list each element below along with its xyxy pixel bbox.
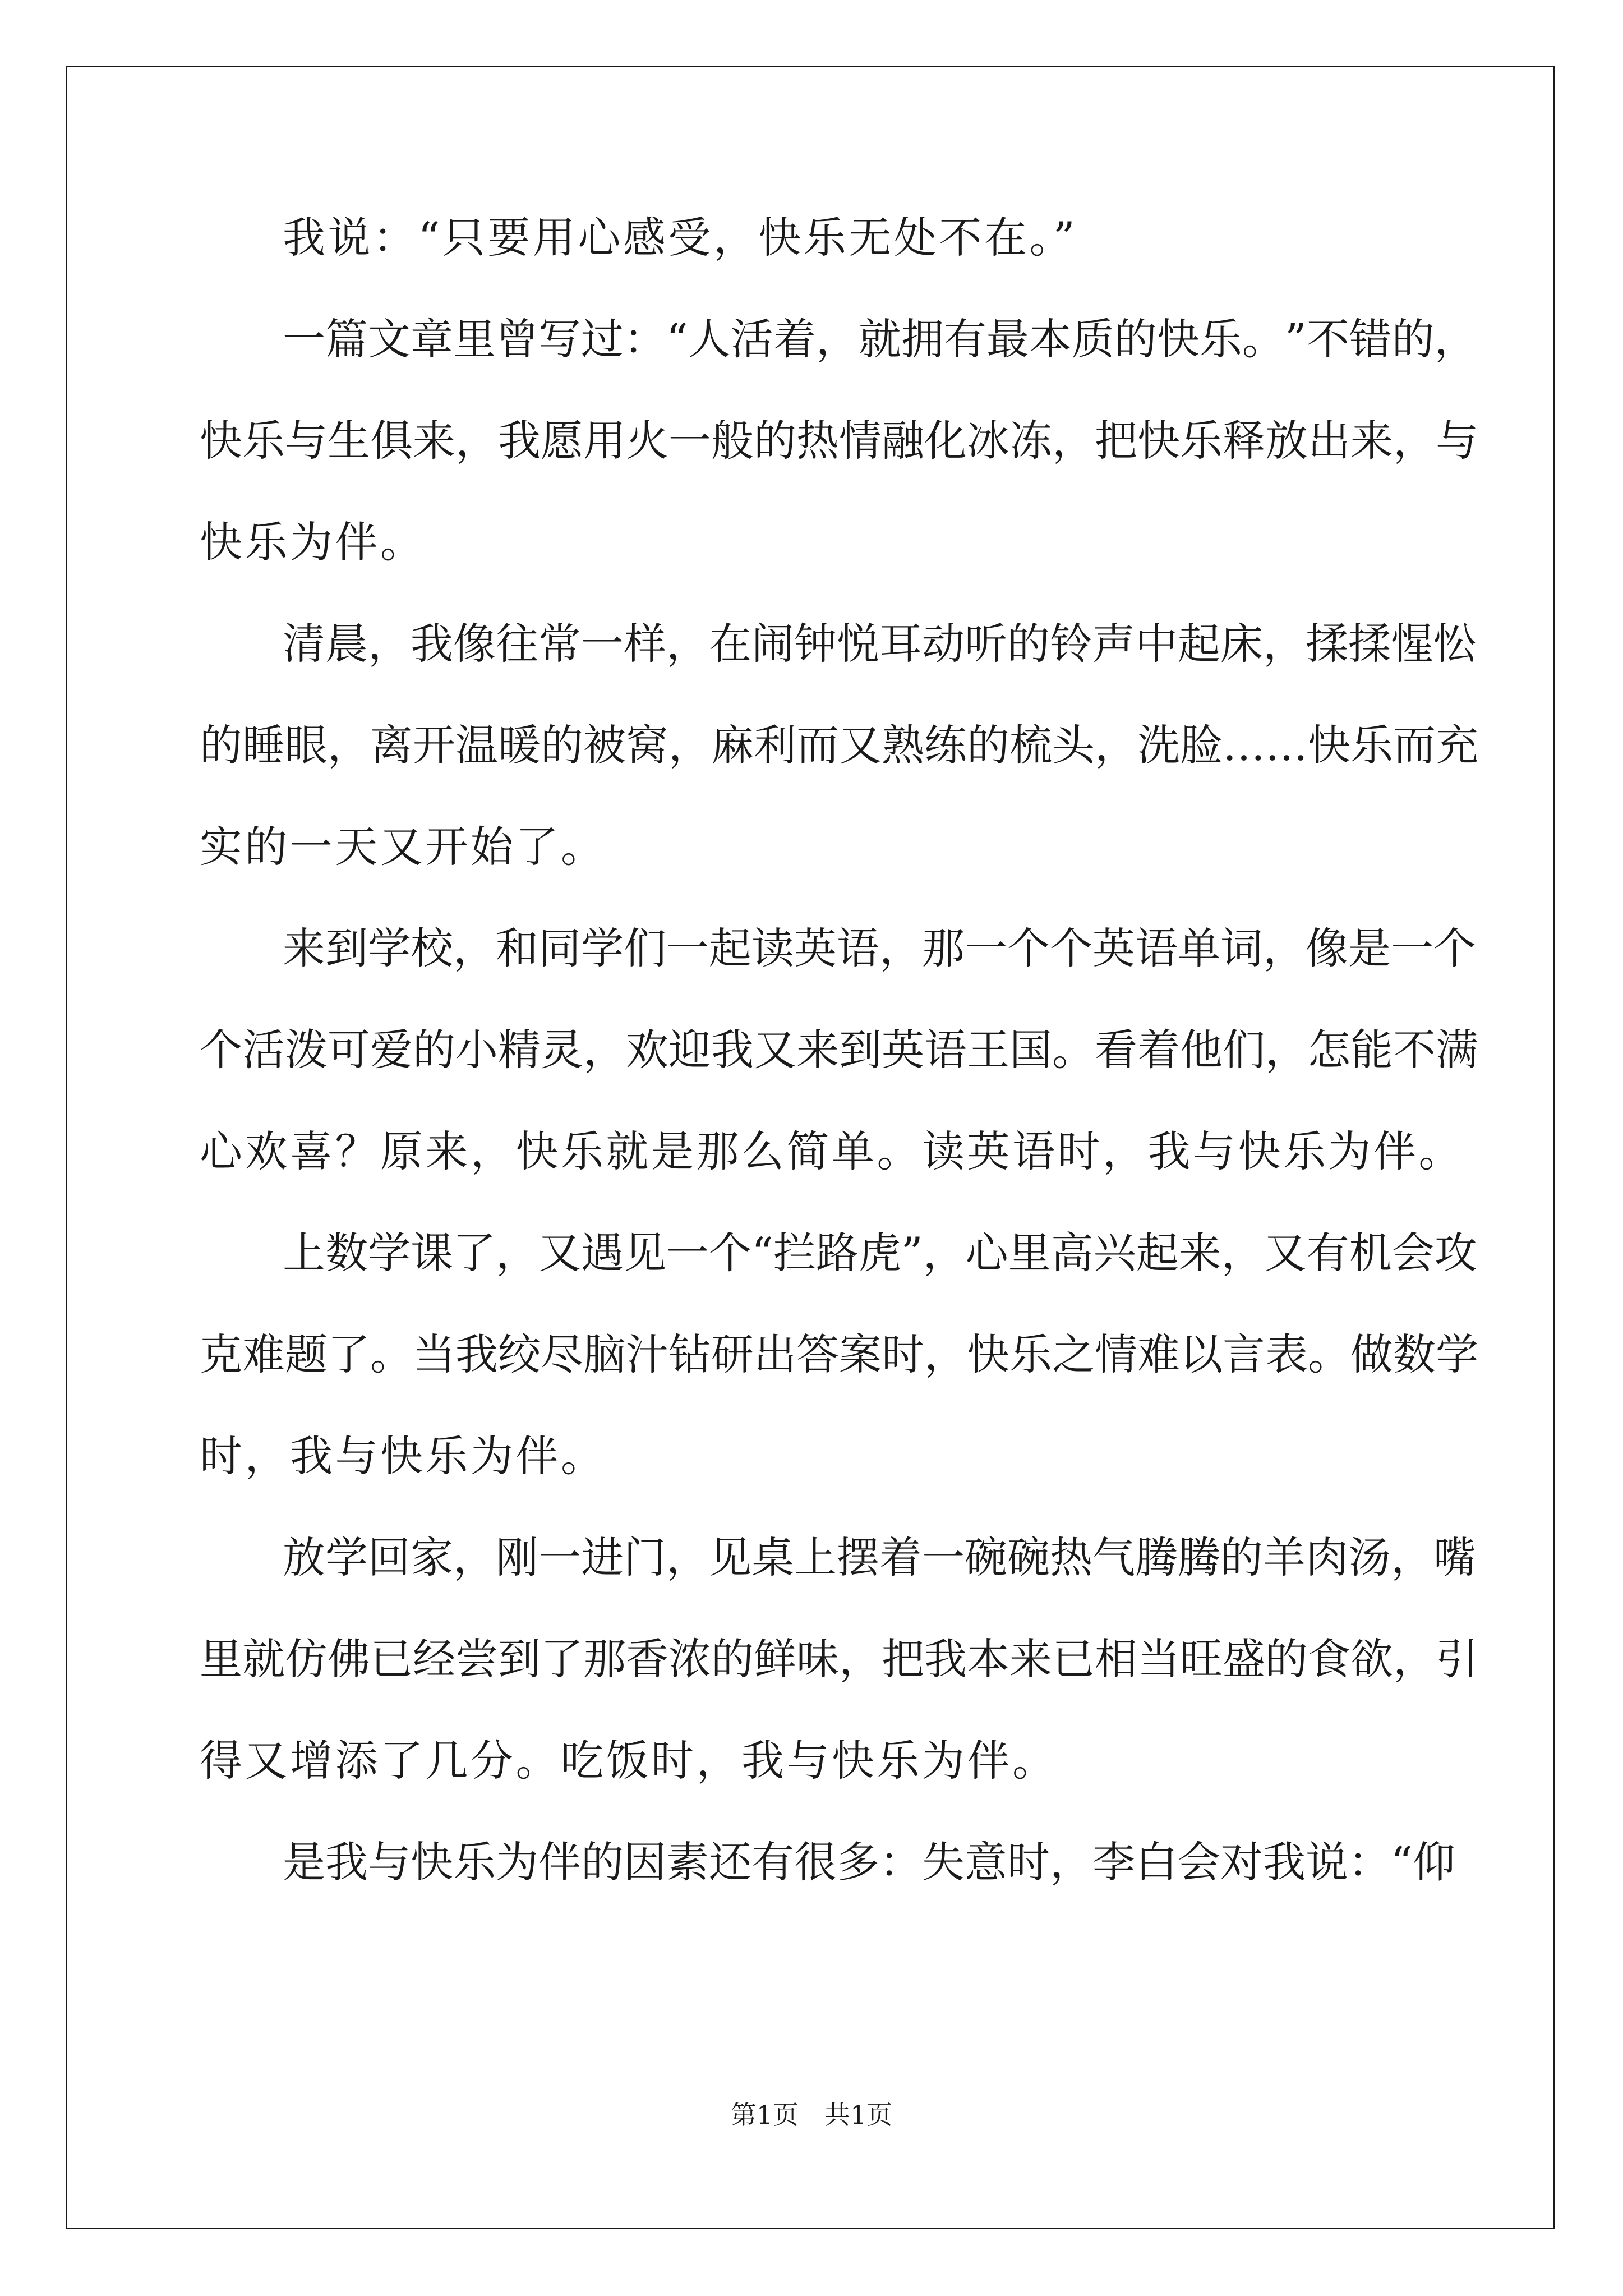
text-line-10: 心欢喜？原来，快乐就是那么简单。读英语时，我与快乐为伴。: [200, 1126, 1464, 1176]
text-line-12: 克 难 题 了 。 当 我 绞 尽 脑 汁 钻 研 出 答 案 时 ， 快 乐 之 情 难 以 言 表 。 做 数 学: [200, 1329, 1478, 1379]
text-line-16: 得又增添了几分。吃饭时，我与快乐为伴。: [200, 1736, 1058, 1786]
text-line-9: 个 活 泼 可 爱 的 小 精 灵 ， 欢 迎 我 又 来 到 英 语 王 国 。 看 着 他 们 ， 怎 能 不 满: [200, 1025, 1478, 1075]
text-line-4: 快乐为伴。: [200, 517, 426, 567]
text-line-5: 清 晨 ， 我 像 往 常 一 样 ， 在 闹 钟 悦 耳 动 听 的 铃 声 中 起 床 ， 揉 揉 惺 忪: [283, 619, 1476, 669]
text-line-7: 实的一天又开始了。: [200, 822, 606, 872]
text-line-14: 放 学 回 家 ， 刚 一 进 门 ， 见 桌 上 摆 着 一 碗 碗 热 气 腾 腾 的 羊 肉 汤 ， 嘴: [283, 1533, 1476, 1582]
page-footer: 第1页 共1页: [730, 2100, 893, 2130]
text-line-13: 时，我与快乐为伴。: [200, 1431, 606, 1481]
text-line-6: 的 睡 眼 ， 离 开 温 暖 的 被 窝 ， 麻 利 而 又 熟 练 的 梳 头 ， 洗 脸 … … 快 乐 而 充: [200, 720, 1478, 770]
text-line-2: 一 篇 文 章 里 曾 写 过 ： “ 人 活 着 ， 就 拥 有 最 本 质 的 快 乐 。 ” 不 错 的 ，: [283, 314, 1477, 364]
text-line-3: 快 乐 与 生 俱 来 ， 我 愿 用 火 一 般 的 热 情 融 化 冰 冻 ， 把 快 乐 释 放 出 来 ， 与: [200, 416, 1478, 466]
text-line-15: 里 就 仿 佛 已 经 尝 到 了 那 香 浓 的 鲜 味 ， 把 我 本 来 已 相 当 旺 盛 的 食 欲 ， 引: [200, 1634, 1478, 1684]
text-line-1: 我说：“只要用心感受，快乐无处不在。”: [283, 213, 1078, 263]
text-line-8: 来 到 学 校 ， 和 同 学 们 一 起 读 英 语 ， 那 一 个 个 英 语 单 词 ， 像 是 一 个: [283, 923, 1476, 973]
text-line-17: 是 我 与 快 乐 为 伴 的 因 素 还 有 很 多 ： 失 意 时 ， 李 白 会 对 我 说 ： “ 仰: [283, 1837, 1455, 1887]
text-line-11: 上 数 学 课 了 ， 又 遇 见 一 个 “ 拦 路 虎 ” ， 心 里 高 兴 起 来 ， 又 有 机 会 攻: [283, 1228, 1477, 1278]
